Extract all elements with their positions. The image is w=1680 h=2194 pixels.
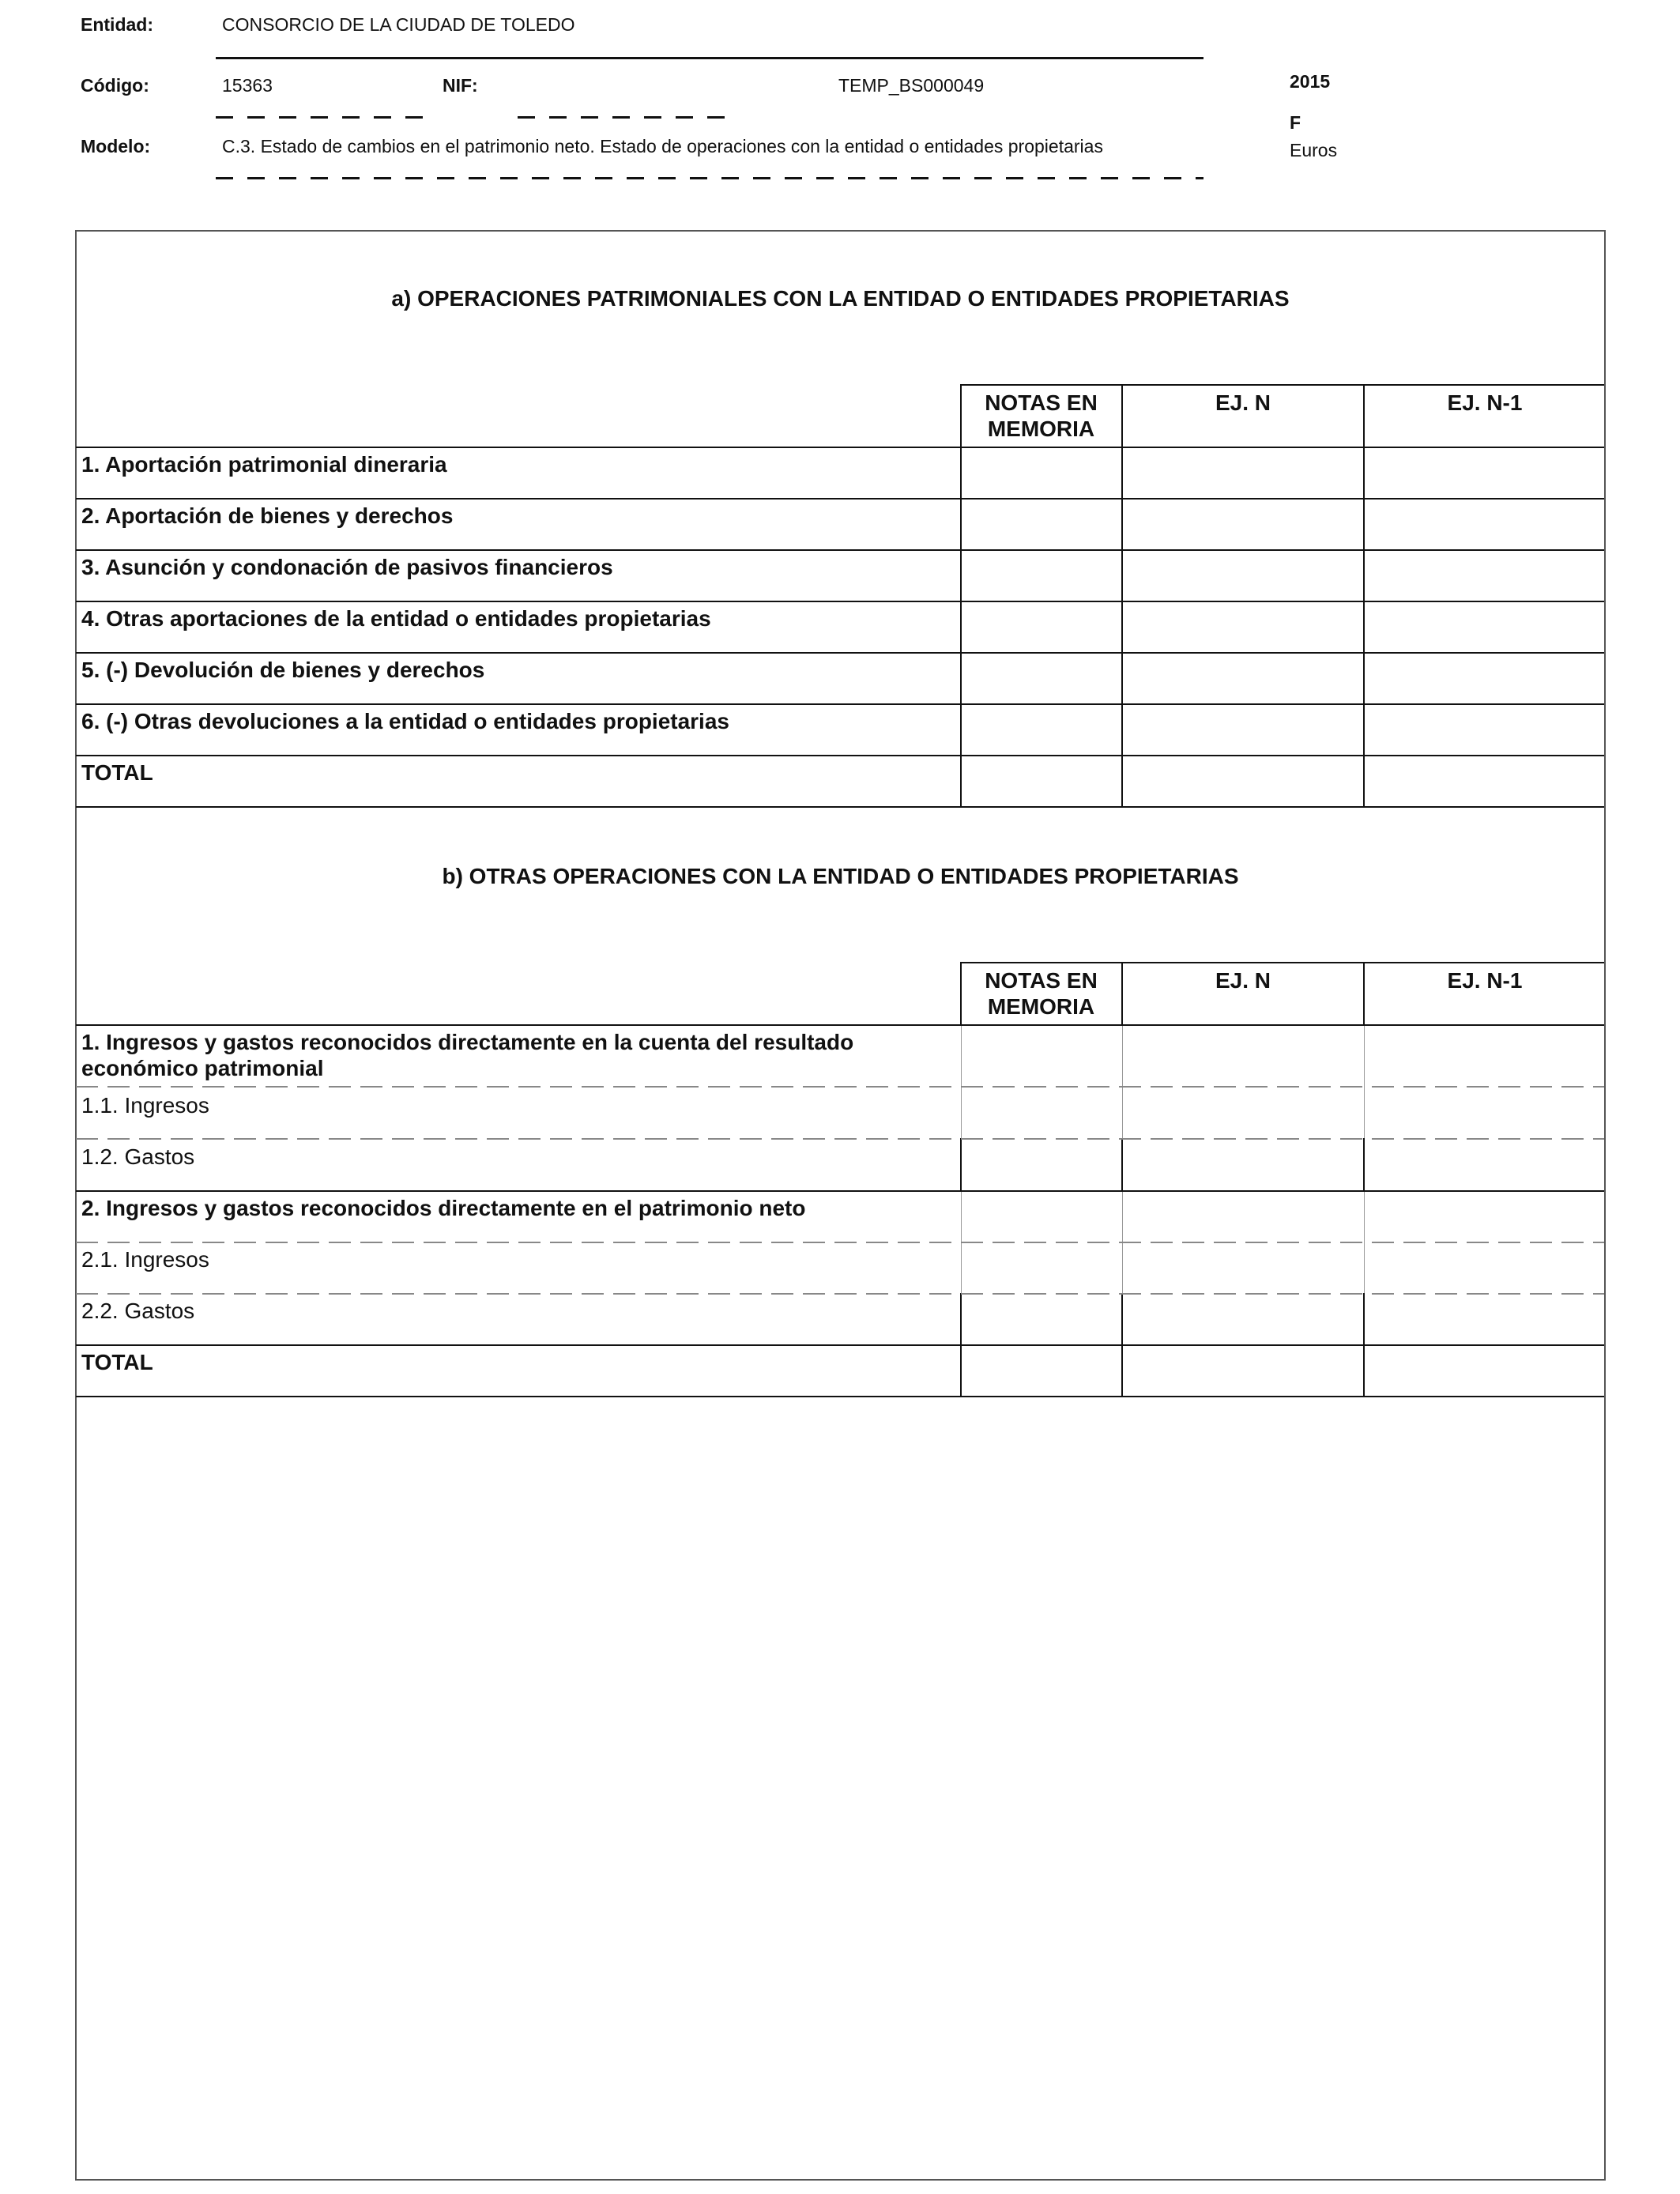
- column-header-ej-n: EJ. N: [1215, 968, 1271, 993]
- grid-line: [76, 1396, 1604, 1397]
- nif-value: TEMP_BS000049: [838, 75, 985, 96]
- row-label: 4. Otras aportaciones de la entidad o entidades propietarias: [81, 606, 711, 631]
- grid-line: [960, 962, 1604, 963]
- row-label: 1. Ingresos y gastos reconocidos directamente en la cuenta del resultado económico patrimonial: [81, 1030, 854, 1080]
- codigo-value: 15363: [222, 75, 273, 96]
- row-label: 1. Aportación patrimonial dineraria: [81, 452, 447, 477]
- grid-line: [1363, 1138, 1365, 1190]
- grid-line: [76, 703, 1604, 705]
- row-label: 2.1. Ingresos: [81, 1247, 209, 1272]
- nif-label: NIF:: [443, 75, 478, 96]
- row-label: 2. Aportación de bienes y derechos: [81, 503, 454, 528]
- grid-line: [76, 806, 1604, 808]
- column-header-notas: NOTAS EN MEMORIA: [985, 390, 1098, 441]
- grid-line: [76, 652, 1604, 654]
- entidad-label: Entidad:: [81, 14, 153, 35]
- grid-line: [1121, 1138, 1123, 1190]
- grid-line: [76, 1190, 1604, 1192]
- year: 2015: [1290, 71, 1331, 92]
- grid-line: [76, 1293, 1604, 1295]
- entidad-rule: [216, 57, 1203, 59]
- codigo-rule: [216, 116, 423, 119]
- grid-line: [1122, 1024, 1123, 1138]
- grid-line: [76, 601, 1604, 602]
- grid-line: [1364, 1024, 1365, 1138]
- flag: F: [1290, 112, 1301, 133]
- modelo-rule: [216, 177, 1203, 179]
- row-label: 1.2. Gastos: [81, 1144, 195, 1169]
- grid-line: [76, 1344, 1604, 1346]
- section-b-title: b) OTRAS OPERACIONES CON LA ENTIDAD O ENTIDADES PROPIETARIAS: [442, 864, 1239, 888]
- section-a-title: a) OPERACIONES PATRIMONIALES CON LA ENTIDAD O ENTIDADES PROPIETARIAS: [391, 286, 1290, 311]
- modelo-label: Modelo:: [81, 136, 151, 156]
- grid-line: [76, 1024, 1604, 1026]
- row-label: 2. Ingresos y gastos reconocidos directamente en el patrimonio neto: [81, 1196, 806, 1220]
- modelo-value: C.3. Estado de cambios en el patrimonio neto. Estado de operaciones con la entidad o entidades propietarias: [222, 136, 1103, 156]
- grid-line: [76, 549, 1604, 551]
- row-label: 3. Asunción y condonación de pasivos financieros: [81, 555, 613, 579]
- grid-line: [960, 962, 962, 1024]
- grid-line: [76, 1138, 1604, 1140]
- grid-line: [960, 384, 1604, 386]
- grid-line: [76, 498, 1604, 499]
- row-label: 1.1. Ingresos: [81, 1093, 209, 1118]
- currency: Euros: [1290, 140, 1338, 160]
- grid-line: [76, 447, 1604, 448]
- row-label: 5. (-) Devolución de bienes y derechos: [81, 658, 485, 682]
- row-label: 6. (-) Otras devoluciones a la entidad o entidades propietarias: [81, 709, 729, 733]
- column-header-notas: NOTAS EN MEMORIA: [985, 968, 1098, 1019]
- grid-line: [960, 1138, 962, 1190]
- column-header-ej-n-1: EJ. N-1: [1447, 390, 1523, 415]
- nif-rule: [518, 116, 725, 119]
- grid-line: [76, 755, 1604, 756]
- grid-line: [76, 1086, 1604, 1088]
- codigo-label: Código:: [81, 75, 149, 96]
- row-label: 2.2. Gastos: [81, 1299, 195, 1323]
- row-label-total: TOTAL: [81, 1350, 153, 1374]
- column-header-ej-n-1: EJ. N-1: [1447, 968, 1523, 993]
- grid-line: [76, 1242, 1604, 1243]
- row-label-total: TOTAL: [81, 760, 153, 785]
- grid-line: [961, 1024, 962, 1138]
- column-header-ej-n: EJ. N: [1215, 390, 1271, 415]
- entidad-value: CONSORCIO DE LA CIUDAD DE TOLEDO: [222, 14, 575, 35]
